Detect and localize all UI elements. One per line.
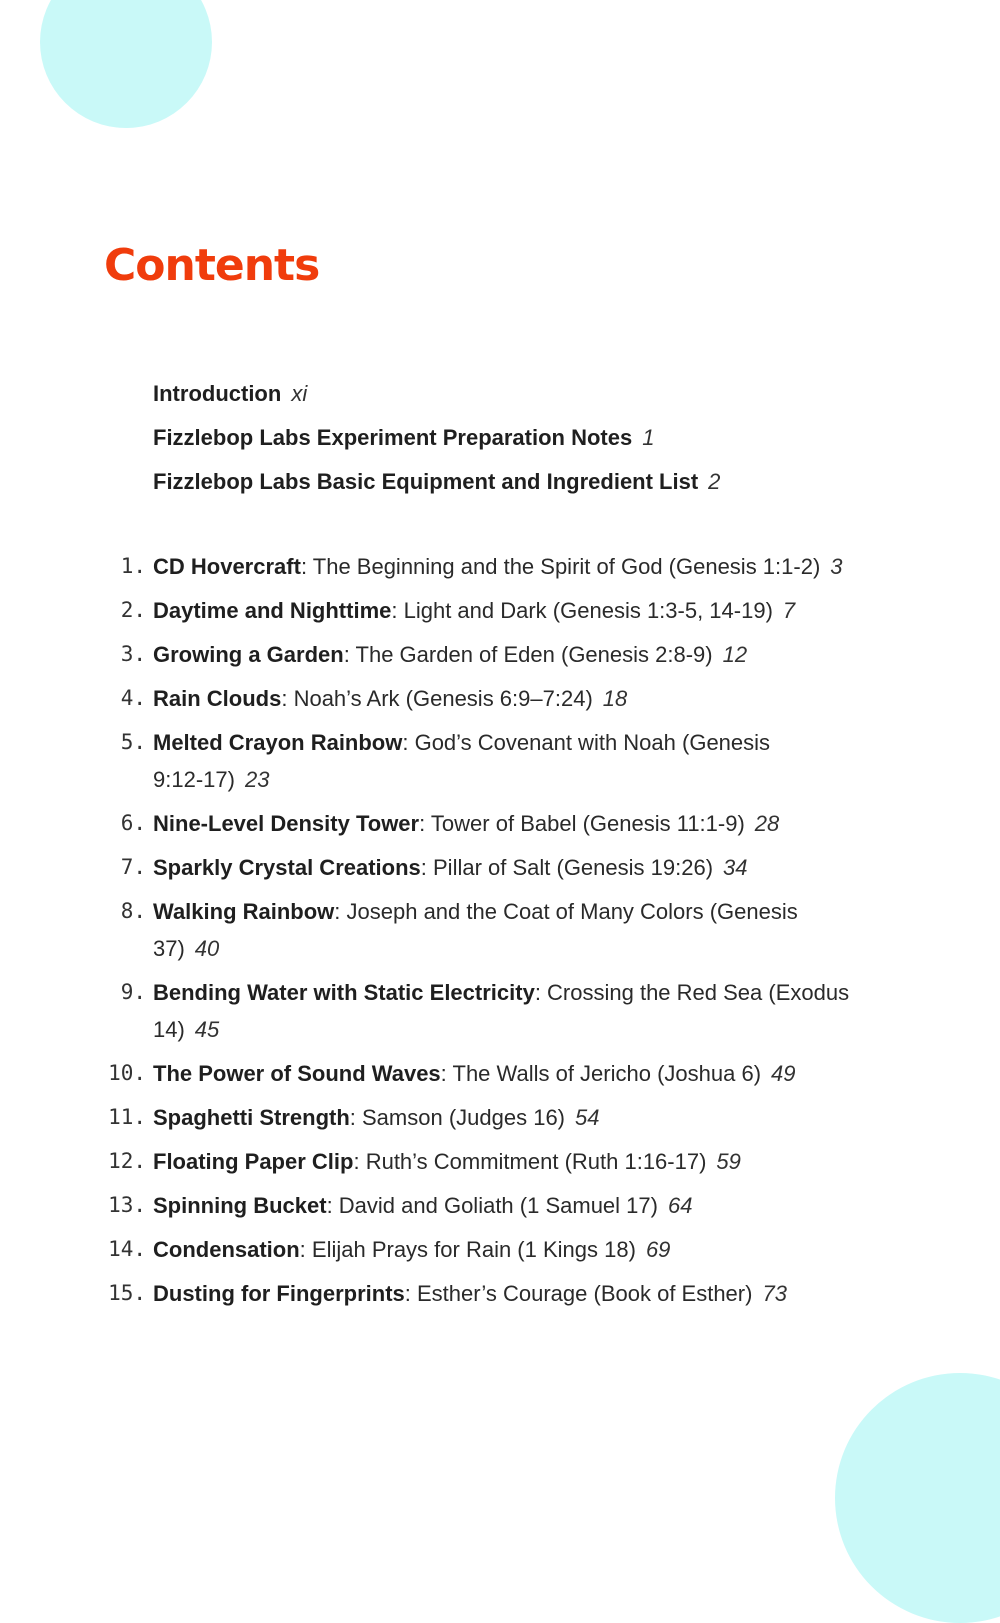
chapter-title: Nine-Level Density Tower	[153, 811, 420, 836]
front-matter-title: Fizzlebop Labs Basic Equipment and Ingredient List	[153, 469, 699, 494]
chapter-number: 13.	[108, 1193, 146, 1217]
chapter-title: Spinning Bucket	[153, 1193, 327, 1218]
chapter-number: 5.	[120, 730, 146, 754]
chapter-entry[interactable]	[100, 1184, 960, 1228]
chapter-text	[153, 680, 960, 717]
chapter-text	[153, 1231, 960, 1268]
chapter-number: 10.	[108, 1061, 146, 1085]
chapter-title: CD Hovercraft	[153, 554, 301, 579]
page-number: 40	[194, 936, 220, 961]
chapter-description: : Pillar of Salt (Genesis 19:26)	[420, 855, 714, 880]
chapter-text	[153, 974, 873, 1048]
chapter-text	[153, 548, 853, 585]
chapter-description: : Crossing the Red Sea (Exodus 14)	[153, 980, 850, 1042]
chapter-number: 6.	[120, 811, 146, 835]
chapter-number: 1.	[120, 554, 146, 578]
chapter-title: Sparkly Crystal Creations	[153, 855, 421, 880]
chapter-entry[interactable]	[100, 589, 960, 633]
chapter-entry[interactable]	[100, 721, 960, 802]
front-matter-title: Fizzlebop Labs Experiment Preparation Notes	[153, 425, 633, 450]
chapter-entry[interactable]	[100, 677, 960, 721]
chapter-entry[interactable]	[100, 846, 960, 890]
chapter-title: The Power of Sound Waves	[153, 1061, 441, 1086]
chapter-number: 12.	[108, 1149, 146, 1173]
chapter-number: 9.	[120, 980, 146, 1004]
page-number: 7	[782, 598, 796, 623]
chapter-entry[interactable]	[100, 1272, 960, 1316]
chapter-description: : Light and Dark (Genesis 1:3-5, 14-19)	[391, 598, 773, 623]
chapter-text	[153, 1143, 960, 1180]
chapter-entry[interactable]	[100, 1052, 960, 1096]
decorative-circle-top	[40, 0, 212, 128]
chapter-description: : Ruth’s Commitment (Ruth 1:16-17)	[353, 1149, 707, 1174]
chapter-description: : Elijah Prays for Rain (1 Kings 18)	[299, 1237, 636, 1262]
page-number: 64	[667, 1193, 693, 1218]
chapter-text	[153, 1099, 960, 1136]
page-number: 73	[762, 1281, 787, 1306]
chapter-title: Spaghetti Strength	[153, 1105, 350, 1130]
chapter-description: : Joseph and the Coat of Many Colors (Genesis 37)	[153, 899, 798, 961]
chapter-title: Dusting for Fingerprints	[153, 1281, 405, 1306]
chapter-text	[153, 849, 960, 886]
front-matter-item[interactable]	[153, 460, 720, 504]
chapter-description: : The Walls of Jericho (Joshua 6)	[440, 1061, 762, 1086]
chapter-title: Rain Clouds	[153, 686, 282, 711]
page-number: 23	[244, 767, 270, 792]
chapter-title: Bending Water with Static Electricity	[153, 980, 535, 1005]
chapter-description: : Noah’s Ark (Genesis 6:9–7:24)	[281, 686, 593, 711]
chapter-number: 8.	[120, 899, 146, 923]
chapter-entry[interactable]	[100, 633, 960, 677]
page-number: 1	[642, 425, 655, 450]
chapter-description: : The Beginning and the Spirit of God (Genesis 1:1-2)	[300, 554, 821, 579]
page-number: 69	[645, 1237, 671, 1262]
chapter-description: : Tower of Babel (Genesis 11:1-9)	[419, 811, 745, 836]
chapter-number: 3.	[120, 642, 146, 666]
page-number: 59	[716, 1149, 741, 1174]
chapter-number: 7.	[120, 855, 146, 879]
page-number: 12	[722, 642, 748, 667]
page-number: 3	[830, 554, 843, 579]
chapter-title: Growing a Garden	[153, 642, 344, 667]
chapter-list	[100, 545, 960, 1316]
chapter-number: 14.	[108, 1237, 146, 1261]
decorative-circle-bottom	[835, 1373, 1000, 1623]
chapter-entry[interactable]	[100, 545, 960, 589]
chapter-text	[153, 893, 833, 967]
chapter-description: : Esther’s Courage (Book of Esther)	[404, 1281, 753, 1306]
page-number: 54	[575, 1105, 600, 1130]
page-number: 2	[708, 469, 721, 494]
chapter-text	[153, 805, 960, 842]
chapter-description: : The Garden of Eden (Genesis 2:8-9)	[343, 642, 713, 667]
chapter-number: 15.	[108, 1281, 146, 1305]
page-number: 34	[723, 855, 748, 880]
page-title: Contents	[104, 240, 320, 291]
page-number: 18	[602, 686, 628, 711]
chapter-description: : David and Goliath (1 Samuel 17)	[326, 1193, 658, 1218]
chapter-entry[interactable]	[100, 1140, 960, 1184]
chapter-text	[153, 636, 960, 673]
front-matter-list	[153, 372, 720, 504]
front-matter-title: Introduction	[153, 381, 282, 406]
chapter-entry[interactable]	[100, 890, 960, 971]
chapter-title: Walking Rainbow	[153, 899, 335, 924]
chapter-title: Melted Crayon Rainbow	[153, 730, 403, 755]
page-number: xi	[291, 381, 308, 406]
chapter-entry[interactable]	[100, 1096, 960, 1140]
chapter-description: : God’s Covenant with Noah (Genesis 9:12-17)	[153, 730, 771, 792]
chapter-entry[interactable]	[100, 802, 960, 846]
chapter-number: 11.	[108, 1105, 146, 1129]
page-number: 45	[194, 1017, 220, 1042]
chapter-text	[153, 1187, 960, 1224]
chapter-entry[interactable]	[100, 971, 960, 1052]
page-number: 49	[771, 1061, 796, 1086]
chapter-text	[153, 724, 803, 798]
chapter-title: Floating Paper Clip	[153, 1149, 354, 1174]
chapter-title: Condensation	[153, 1237, 300, 1262]
chapter-text	[153, 1055, 960, 1092]
chapter-number: 4.	[120, 686, 146, 710]
chapter-title: Daytime and Nighttime	[153, 598, 392, 623]
front-matter-item[interactable]	[153, 416, 720, 460]
chapter-description: : Samson (Judges 16)	[349, 1105, 566, 1130]
page-number: 28	[754, 811, 780, 836]
chapter-entry[interactable]	[100, 1228, 960, 1272]
front-matter-item[interactable]	[153, 372, 720, 416]
chapter-text	[153, 1275, 960, 1312]
chapter-number: 2.	[120, 598, 146, 622]
chapter-text	[153, 592, 960, 629]
